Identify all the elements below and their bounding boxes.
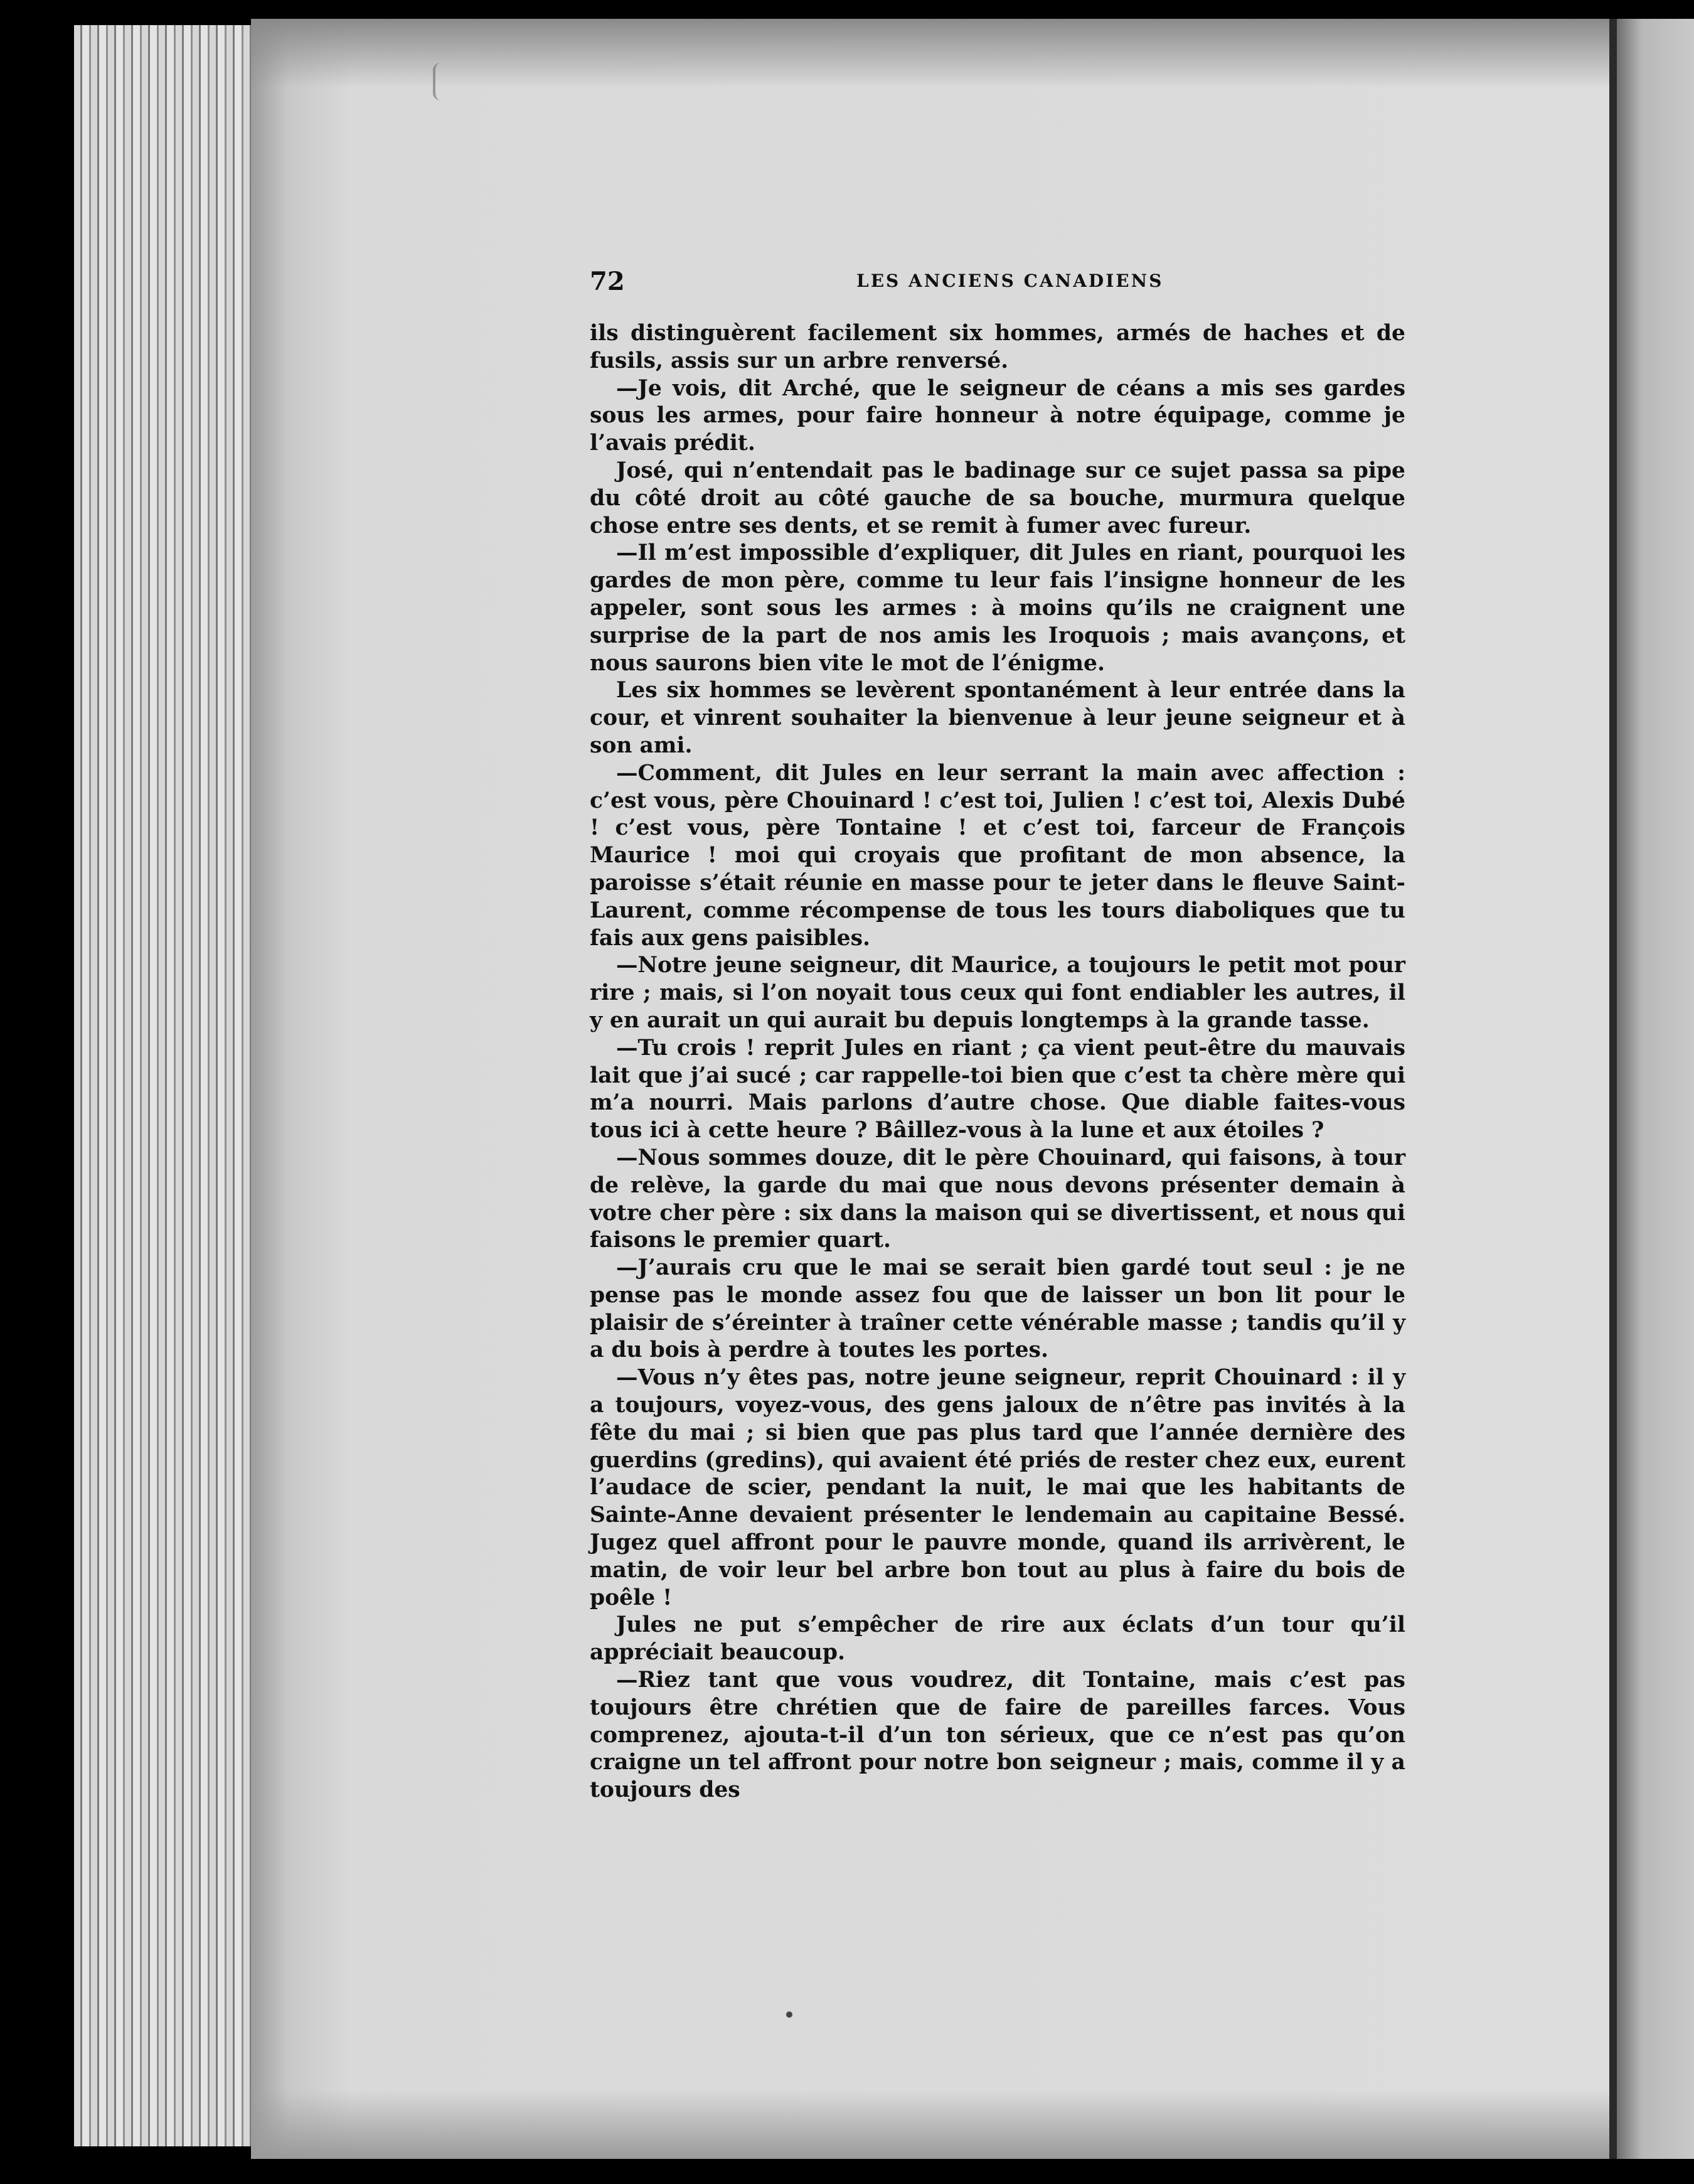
page-top-shadow [251,19,1609,88]
paragraph: —Tu crois ! reprit Jules en riant ; ça vient peut-être du mauvais lait que j’ai sucé ; car rappelle-toi bien que c’est ta chère mère qui m’a nourri. Mais parlons d’autre chose. Que diable faites-vous tous ici à cette heure ? Bâillez-vous à la lune et aux étoiles ? [590,1035,1405,1143]
paragraph: —Il m’est impossible d’expliquer, dit Jules en riant, pourquoi les gardes de mon père, comme tu leur fais l’insigne honneur de les appeler, sont sous les armes : à moins qu’ils ne craignent une surprise de la part de nos amis les Iroquois ; mais avançons, et nous saurons bien vite le mot de l’énigme. [590,540,1405,676]
paragraph: —Vous n’y êtes pas, notre jeune seigneur, reprit Chouinard : il y a toujours, voyez-vous, des gens jaloux de n’être pas invités à la fête du mai ; si bien que pas plus tard que l’année dernière des guerdins (gredins), qui avaient été priés de rester chez eux, eurent l’audace de scier, pendant la nuit, le mai que les habitants de Sainte-Anne devaient présenter le lendemain au capitaine Bessé. Jugez quel affront pour le pauvre monde, quand ils arrivèrent, le matin, de voir leur bel arbre bon tout au plus à faire du bois de poêle ! [590,1365,1405,1610]
body-text [590,320,1405,1804]
paragraph: —Riez tant que vous voudrez, dit Tontaine, mais c’est pas toujours être chrétien que de faire de pareilles farces. Vous comprenez, ajouta-t-il d’un ton sérieux, que ce n’est pas qu’on craigne un tel affront pour notre bon seigneur ; mais, comme il y a toujours des [590,1667,1405,1803]
book-gutter [1609,19,1617,2159]
page-bottom-shadow [251,2090,1609,2159]
ink-dot [786,2011,792,2018]
running-title: LES ANCIENS CANADIENS [856,270,1164,291]
facing-page-edge [1617,19,1694,2159]
paragraph: Jules ne put s’empêcher de rire aux éclats d’un tour qu’il appréciait beaucoup. [590,1612,1405,1666]
paragraph: José, qui n’entendait pas le badinage sur ce sujet passa sa pipe du côté droit au côté gauche de sa bouche, murmura quelque chose entre ses dents, et se remit à fumer avec fureur. [590,458,1405,538]
paragraph: —Comment, dit Jules en leur serrant la main avec affection : c’est vous, père Chouinard ! c’est toi, Julien ! c’est toi, Alexis Dubé ! c’est vous, père Tontaine ! et c’est toi, farceur de François Maurice ! moi qui croyais que profitant de mon absence, la paroisse s’était réunie en masse pour te jeter dans le fleuve Saint-Laurent, comme récompense de tous les tours diaboliques que tu fais aux gens paisibles. [590,760,1405,951]
page-edges [74,25,262,2146]
paragraph: ils distinguèrent facilement six hommes, armés de haches et de fusils, assis sur un arbre renversé. [590,321,1405,373]
page-header [590,267,1405,298]
paragraph: —Nous sommes douze, dit le père Chouinard, qui faisons, à tour de relève, la garde du mai que nous devons présenter demain à votre cher père : six dans la maison qui se divertissent, et nous qui faisons le premier quart. [590,1145,1405,1253]
paragraph: —Notre jeune seigneur, dit Maurice, a toujours le petit mot pour rire ; mais, si l’on noyait tous ceux qui font endiabler les autres, il y en aurait un qui aurait bu depuis longtemps à la grande tasse. [590,953,1405,1033]
ink-smudge [433,63,452,100]
page-number: 72 [590,267,625,296]
paragraph: —Je vois, dit Arché, que le seigneur de céans a mis ses gardes sous les armes, pour faire honneur à notre équipage, comme je l’avais prédit. [590,375,1405,456]
paragraph: —J’aurais cru que le mai se serait bien gardé tout seul : je ne pense pas le monde assez fou que de laisser un bon lit pour le plaisir de s’éreinter à traîner cette vénérable masse ; tandis qu’il y a du bois à perdre à toutes les portes. [590,1255,1405,1363]
paragraph: Les six hommes se levèrent spontanément à leur entrée dans la cour, et vinrent souhaiter la bienvenue à leur jeune seigneur et à son ami. [590,678,1405,758]
